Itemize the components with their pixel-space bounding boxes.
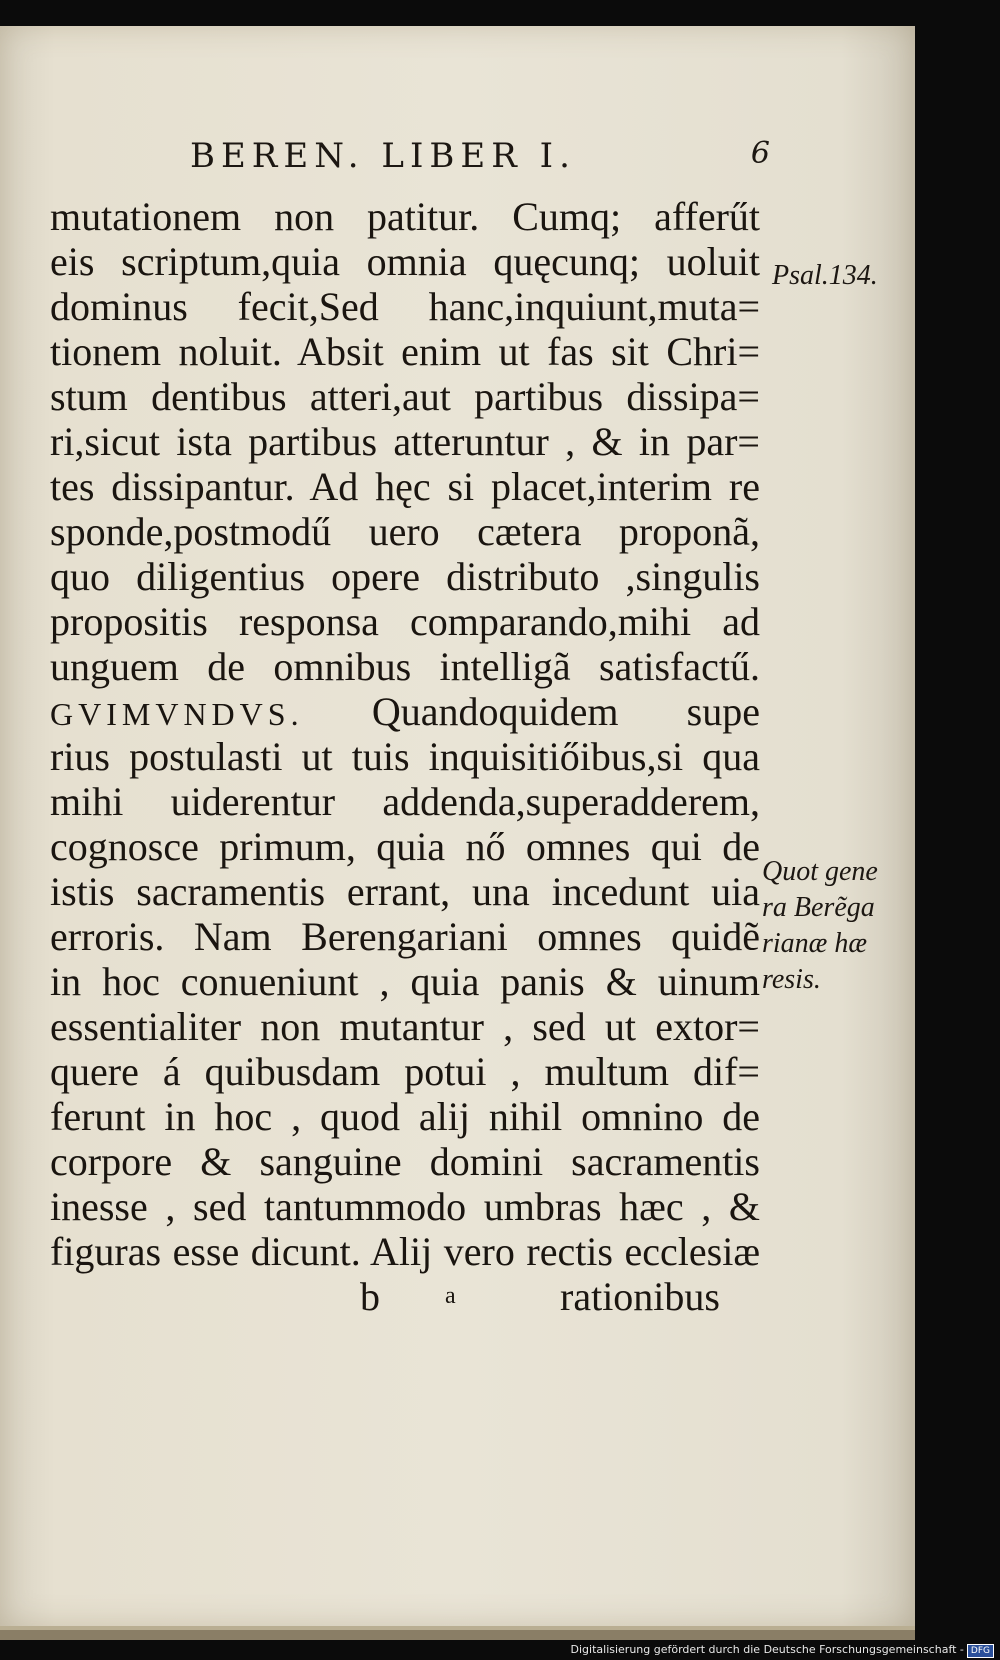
text-line: quo diligentius opere distributo ,singulis bbox=[50, 554, 760, 599]
text-line: essentialiter non mutantur , sed ut extor= bbox=[50, 1004, 760, 1049]
dfg-logo-icon: DFG bbox=[967, 1644, 994, 1658]
text-line: tionem noluit. Absit enim ut fas sit Chri= bbox=[50, 329, 760, 374]
text-line: dominus fecit,Sed hanc,inquiunt,muta= bbox=[50, 284, 760, 329]
text-line: mutationem non patitur. Cumq; afferűt bbox=[50, 194, 760, 239]
text-line: tes dissipantur. Ad hęc si placet,interim re bbox=[50, 464, 760, 509]
credit-text: Digitalisierung gefördert durch die Deutsche Forschungsgemeinschaft - bbox=[570, 1643, 964, 1656]
text-line: stum dentibus atteri,aut partibus dissipa= bbox=[50, 374, 760, 419]
margin-note-line: ra Berẽga bbox=[762, 892, 875, 923]
margin-note-psalm: Psal.134. bbox=[772, 260, 878, 291]
text-line: corpore & sanguine domini sacramentis bbox=[50, 1139, 760, 1184]
signature-ornament: a bbox=[445, 1283, 456, 1309]
text-line: in hoc conueniunt , quia panis & uinum bbox=[50, 959, 760, 1004]
text-line: sponde,postmodű uero cætera proponã, bbox=[50, 509, 760, 554]
text-line: rius postulasti ut tuis inquisitiőibus,si qua bbox=[50, 734, 760, 779]
folio-number: 6 bbox=[750, 136, 770, 171]
running-title: BEREN. LIBER I. bbox=[190, 136, 576, 176]
text-line: inesse , sed tantummodo umbras hæc , & bbox=[50, 1184, 760, 1229]
margin-note-line: Quot gene bbox=[762, 856, 878, 887]
digitization-credit bbox=[571, 1643, 994, 1658]
text-line: istis sacramentis errant, una incedunt uia bbox=[50, 869, 760, 914]
text-line: eis scriptum,quia omnia quęcunq; uoluit bbox=[50, 239, 760, 284]
speaker-text: Quandoquidem supe bbox=[371, 689, 760, 734]
text-line: figuras esse dicunt. Alij vero rectis ecclesiæ bbox=[50, 1229, 760, 1274]
body-text bbox=[50, 194, 760, 1319]
book-page bbox=[0, 26, 915, 1632]
margin-note-line: rianæ hæ bbox=[762, 928, 868, 959]
text-line: mihi uiderentur addenda,superadderem, bbox=[50, 779, 760, 824]
text-line: unguem de omnibus intelligã satisfactű. bbox=[50, 644, 760, 689]
text-line: erroris. Nam Berengariani omnes quidẽ bbox=[50, 914, 760, 959]
catchline bbox=[50, 1274, 760, 1319]
text-line: ri,sicut ista partibus atteruntur , & in par= bbox=[50, 419, 760, 464]
text-line: cognosce primum, quia nő omnes qui de bbox=[50, 824, 760, 869]
text-line: ferunt in hoc , quod alij nihil omnino de bbox=[50, 1094, 760, 1139]
speaker-name: GVIMVNDVS. bbox=[50, 696, 304, 732]
text-line: quere á quibusdam potui , multum dif= bbox=[50, 1049, 760, 1094]
margin-note-line: resis. bbox=[762, 964, 821, 995]
page-header bbox=[190, 136, 770, 186]
text-line: propositis responsa comparando,mihi ad bbox=[50, 599, 760, 644]
catchword: rationibus bbox=[560, 1274, 720, 1319]
signature-mark: b bbox=[360, 1274, 380, 1319]
speaker-line bbox=[50, 689, 760, 734]
margin-note-heresy bbox=[762, 854, 878, 998]
